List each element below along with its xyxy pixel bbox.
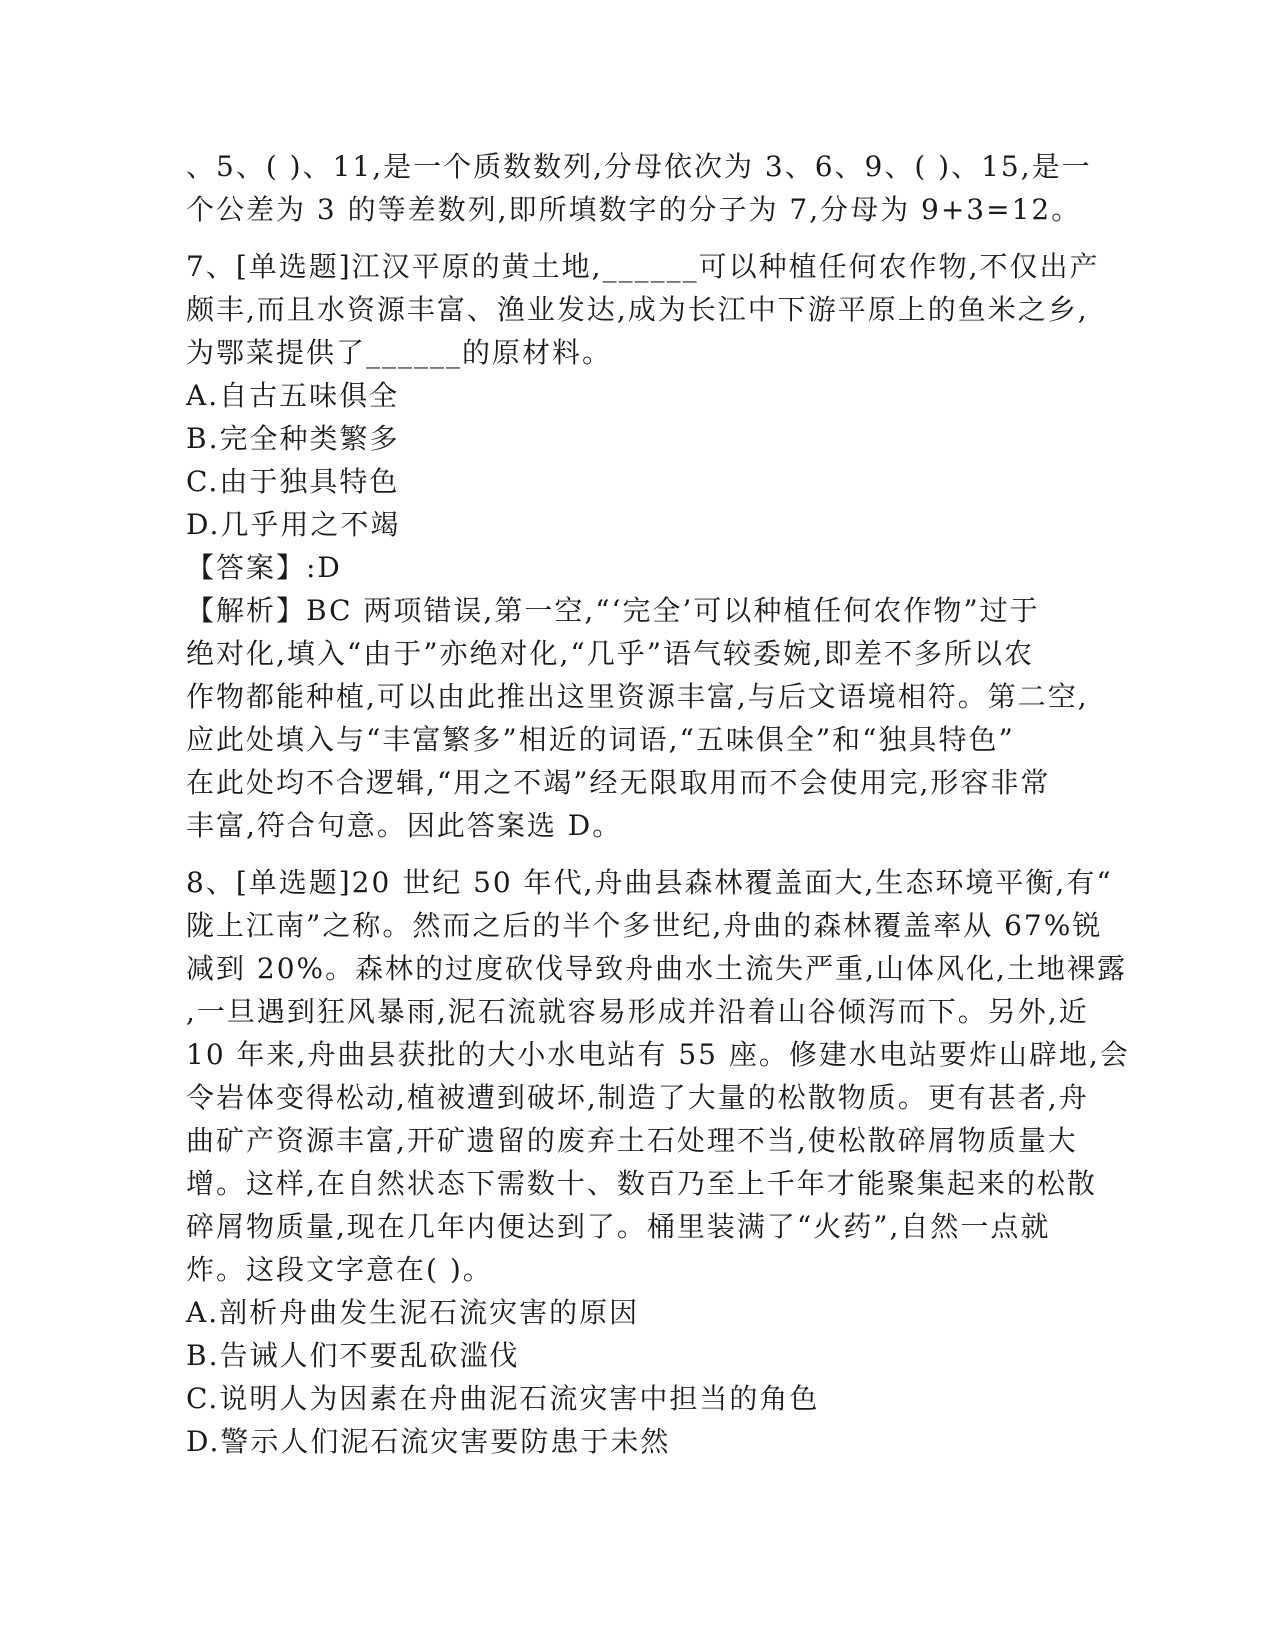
- text-line: 曲矿产资源丰富,开矿遗留的废弃土石处理不当,使松散碎屑物质量大: [186, 1124, 1078, 1157]
- question-8-stem: [186, 861, 1130, 1291]
- text-line: 丰富,符合句意。因此答案选 D。: [186, 809, 623, 842]
- text-line: ,一旦遇到狂风暴雨,泥石流就容易形成并沿着山谷倾泻而下。另外,近: [186, 995, 1089, 1028]
- text-line: 减到 20%。森林的过度砍伐导致舟曲水土流失严重,山体风化,土地裸露: [186, 952, 1127, 985]
- text-line: 8、[单选题]20 世纪 50 年代,舟曲县森林覆盖面大,生态环境平衡,有“: [186, 866, 1113, 899]
- text-line: 绝对化,填入“由于”亦绝对化,“几乎”语气较委婉,即差不多所以农: [186, 637, 1034, 670]
- option-d: D.警示人们泥石流灾害要防患于未然: [186, 1425, 671, 1458]
- document-content: [186, 145, 1130, 1463]
- text-line: 为鄂菜提供了______的原材料。: [186, 336, 613, 369]
- text-line: 令岩体变得松动,植被遭到破坏,制造了大量的松散物质。更有甚者,舟: [186, 1081, 1089, 1114]
- option-b: B.告诫人们不要乱砍滥伐: [186, 1339, 520, 1372]
- option-a: A.剖析舟曲发生泥石流灾害的原因: [186, 1296, 640, 1329]
- option-b: B.完全种类繁多: [186, 422, 400, 455]
- text-line: 碎屑物质量,现在几年内便达到了。桶里装满了“火药”,自然一点就: [186, 1210, 1051, 1243]
- option-c: C.由于独具特色: [186, 465, 400, 498]
- text-line: 陇上江南”之称。然而之后的半个多世纪,舟曲的森林覆盖率从 67%锐: [186, 909, 1103, 942]
- text-line: 个公差为 3 的等差数列,即所填数字的分子为 7,分母为 9+3=12。: [186, 193, 1082, 226]
- option-a: A.自古五味俱全: [186, 379, 400, 412]
- text-line: 应此处填入与“丰富繁多”相近的词语,“五味俱全”和“独具特色”: [186, 723, 1015, 756]
- question-7-stem: [186, 245, 1100, 374]
- text-line: 炸。这段文字意在( )。: [186, 1253, 493, 1286]
- text-line: 增。这样,在自然状态下需数十、数百乃至上千年才能聚集起来的松散: [186, 1167, 1097, 1200]
- text-line: 【解析】BC 两项错误,第一空,“‘完全’可以种植任何农作物”过于: [186, 594, 1040, 627]
- text-line: 在此处均不合逻辑,“用之不竭”经无限取用而不会使用完,形容非常: [186, 766, 1051, 799]
- paragraph-gap: [186, 847, 1086, 861]
- text-line: 、5、( )、11,是一个质数数列,分母依次为 3、6、9、( )、15,是一: [186, 150, 1092, 183]
- text-line: 7、[单选题]江汉平原的黄土地,______可以种植任何农作物,不仅出产: [186, 250, 1100, 283]
- answer-line: 【答案】:D: [186, 551, 342, 584]
- option-c: C.说明人为因素在舟曲泥石流灾害中担当的角色: [186, 1382, 820, 1415]
- question-8-options: [186, 1291, 1086, 1463]
- paragraph-gap: [186, 231, 1086, 245]
- question-7: [186, 245, 1100, 847]
- option-d: D.几乎用之不竭: [186, 508, 401, 541]
- text-line: 10 年来,舟曲县获批的大小水电站有 55 座。修建水电站要炸山辟地,会: [186, 1038, 1130, 1071]
- question-8: [186, 861, 1130, 1463]
- previous-explanation: [186, 145, 1092, 231]
- text-line: 颇丰,而且水资源丰富、渔业发达,成为长江中下游平原上的鱼米之乡,: [186, 293, 1089, 326]
- question-7-analysis: [186, 589, 1089, 847]
- question-7-options: [186, 374, 1086, 546]
- text-line: 作物都能种植,可以由此推出这里资源丰富,与后文语境相符。第二空,: [186, 680, 1089, 713]
